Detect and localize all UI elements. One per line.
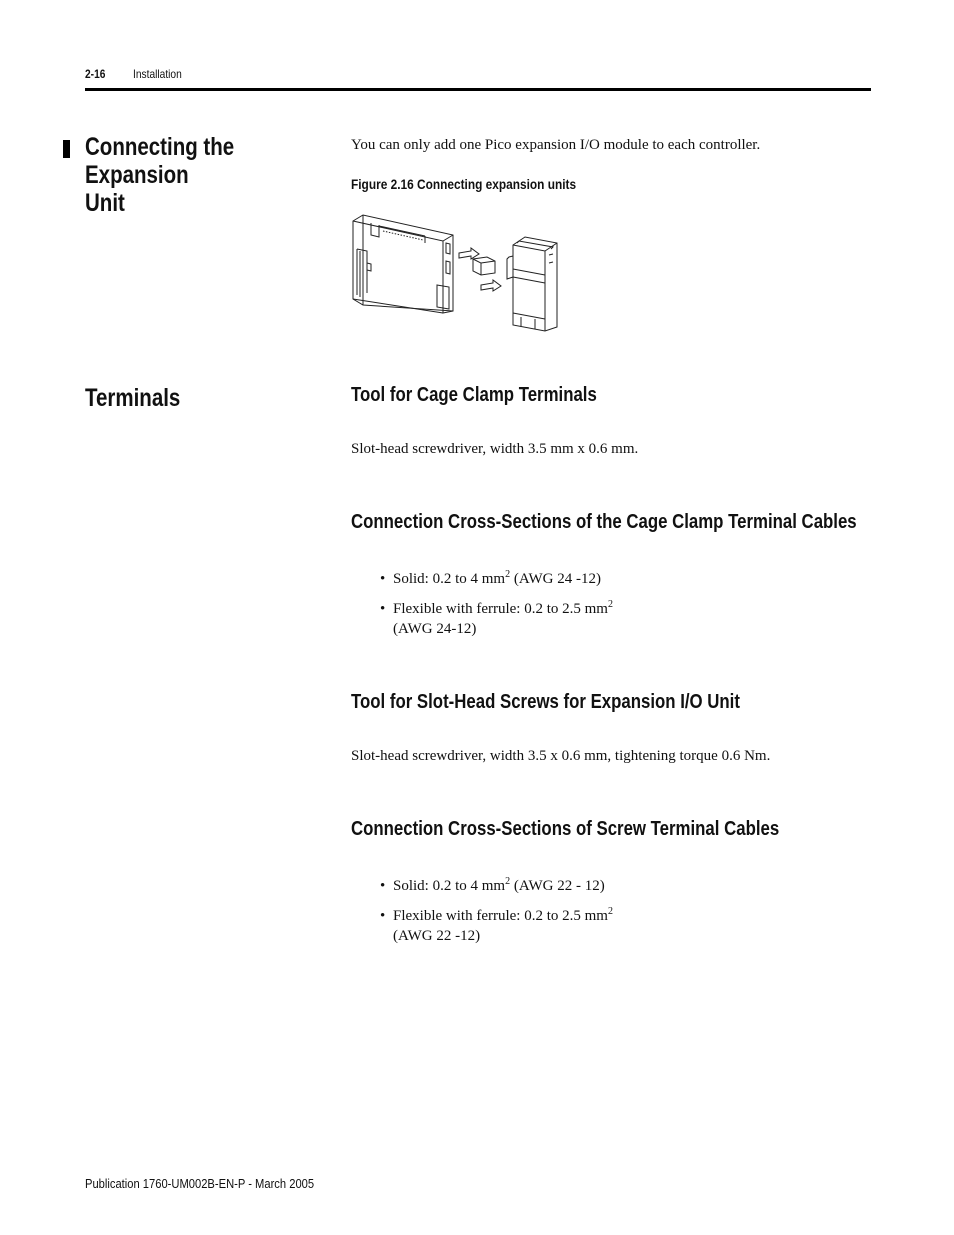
superscript: 2 xyxy=(607,599,613,610)
superscript: 2 xyxy=(607,906,613,917)
arrow-shape xyxy=(481,280,501,291)
bullet-icon: • xyxy=(380,878,386,894)
subheading-cross-screw: Connection Cross-Sections of Screw Terminal Cables xyxy=(351,818,780,840)
expansion-intro: You can only add one Pico expansion I/O module to each controller. xyxy=(351,137,761,153)
list-item-text: (AWG 24 -12) xyxy=(510,571,601,587)
tool-cage-text: Slot-head screwdriver, width 3.5 mm x 0.6 mm. xyxy=(351,441,639,457)
section-heading-line: Connecting the Expansion xyxy=(85,133,235,189)
list-item xyxy=(380,569,613,589)
section-heading-terminals: Terminals xyxy=(85,384,181,412)
cross-screw-list xyxy=(380,876,613,956)
subheading-tool-screw: Tool for Slot-Head Screws for Expansion I/O Unit xyxy=(351,691,740,713)
bullet-icon: • xyxy=(380,601,386,617)
list-item-text: Flexible with ferrule: 0.2 to 2.5 mm xyxy=(393,601,608,617)
bullet-icon: • xyxy=(380,571,386,587)
list-item-text: Solid: 0.2 to 4 mm xyxy=(393,878,506,894)
subheading-cross-cage: Connection Cross-Sections of the Cage Clamp Terminal Cables xyxy=(351,511,857,533)
subheading-tool-cage: Tool for Cage Clamp Terminals xyxy=(351,384,597,406)
expansion-figure xyxy=(349,213,581,333)
section-marker xyxy=(63,140,70,158)
section-heading-expansion xyxy=(85,133,331,217)
list-item-text: Flexible with ferrule: 0.2 to 2.5 mm xyxy=(393,908,608,924)
figure-caption: Figure 2.16 Connecting expansion units xyxy=(351,177,577,192)
bullet-icon: • xyxy=(380,908,386,924)
superscript: 2 xyxy=(505,876,511,887)
header-rule xyxy=(85,88,871,91)
running-head: Installation xyxy=(133,67,182,81)
arrow-shape xyxy=(459,248,479,259)
list-item xyxy=(380,876,613,896)
tool-screw-text: Slot-head screwdriver, width 3.5 x 0.6 mm, tightening torque 0.6 Nm. xyxy=(351,748,771,764)
publication-footer: Publication 1760-UM002B-EN-P - March 2005 xyxy=(85,1176,315,1191)
cross-cage-list xyxy=(380,569,613,649)
page-number: 2-16 xyxy=(85,67,106,81)
superscript: 2 xyxy=(505,569,511,580)
list-item xyxy=(380,599,613,639)
connector-plug xyxy=(473,257,495,275)
list-item xyxy=(380,906,613,946)
list-item-text: (AWG 24-12) xyxy=(393,621,477,637)
list-item-text: (AWG 22 - 12) xyxy=(510,878,605,894)
list-item-text: Solid: 0.2 to 4 mm xyxy=(393,571,506,587)
section-heading-line: Unit xyxy=(85,189,125,217)
list-item-text: (AWG 22 -12) xyxy=(393,928,481,944)
